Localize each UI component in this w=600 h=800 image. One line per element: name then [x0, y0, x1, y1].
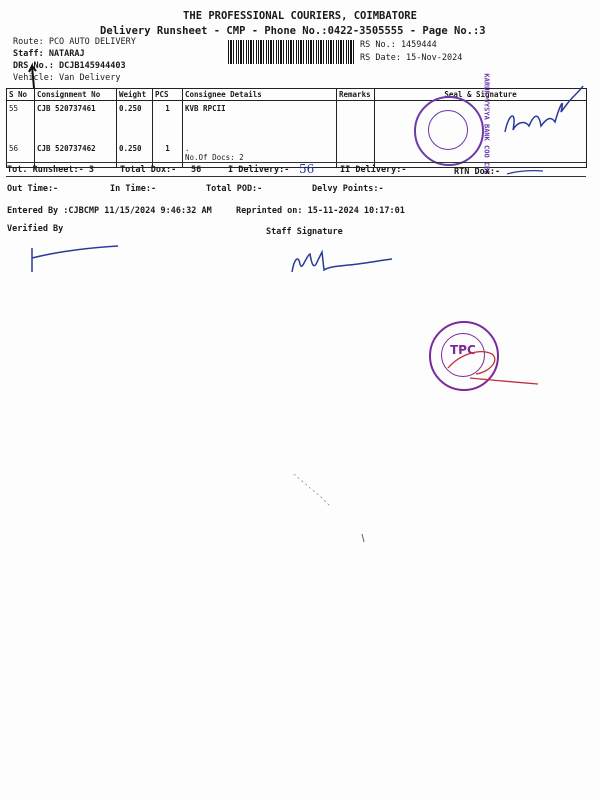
out-time-label: Out Time:- — [7, 184, 59, 194]
cell-pcs: 1 — [153, 141, 183, 168]
cell-consignment: CJB 520737462 — [35, 141, 117, 168]
consignee-text: . — [185, 144, 190, 153]
cell-weight: 0.250 — [117, 101, 153, 142]
verified-by-label: Verified By — [7, 224, 64, 234]
in-time-label: In Time:- — [110, 184, 157, 194]
runsheet-title: Delivery Runsheet - CMP - Phone No.:0422-3505555 - Page No.:3 — [100, 25, 486, 37]
route-line: Route: PCO AUTO DELIVERY — [13, 37, 136, 47]
column-header: Consignment No — [35, 89, 117, 101]
total-pod-label: Total POD:- — [206, 184, 263, 194]
table-row — [7, 141, 587, 168]
cell-remarks — [337, 141, 375, 168]
tpc-scribble — [440, 332, 540, 386]
column-header: Seal & Signature — [375, 89, 587, 101]
reprinted-on: Reprinted on: 15-11-2024 10:17:01 — [236, 206, 405, 216]
barcode — [228, 40, 354, 64]
cell-consignee: KVB RPCII — [183, 101, 337, 142]
total-dox-value: 56 — [191, 165, 202, 175]
verifier-signature — [26, 242, 122, 276]
staff-signature-label: Staff Signature — [266, 227, 343, 237]
column-header: PCS — [153, 89, 183, 101]
tpc-stamp-text: TPC — [450, 343, 476, 357]
vehicle-line: Vehicle: Van Delivery — [13, 73, 121, 83]
cell-sno: 55 — [7, 101, 35, 142]
bank-stamp-text: KARUR VYSYA BANK COO CBE — [482, 73, 491, 175]
total-dox-label: Total Dox:- — [120, 165, 177, 175]
staff-line: Staff: NATARAJ — [13, 49, 85, 59]
ii-delivery-label: II Delivery:- — [340, 165, 407, 175]
column-header: Remarks — [337, 89, 375, 101]
tot-runsheet: Tot. Runsheet:- 3 — [7, 165, 94, 175]
company-name: THE PROFESSIONAL COURIERS, COIMBATORE — [183, 10, 417, 22]
scan-marks — [290, 470, 370, 550]
cell-weight: 0.250 — [117, 141, 153, 168]
rs-number: RS No.: 1459444 — [360, 40, 437, 50]
staff-signature — [288, 246, 394, 278]
cell-pcs: 1 — [153, 101, 183, 142]
drs-number: DRS No.: DCJB145944403 — [13, 61, 126, 71]
column-header: S No — [7, 89, 35, 101]
delvy-points-label: Delvy Points:- — [312, 184, 384, 194]
pen-mark — [26, 60, 42, 90]
i-delivery-handwritten: 56 — [299, 162, 315, 176]
column-header: Consignee Details — [183, 89, 337, 101]
cell-sno: 56 — [7, 141, 35, 168]
cell-consignment: CJB 520737461 — [35, 101, 117, 142]
divider — [6, 176, 586, 177]
rs-date: RS Date: 15-Nov-2024 — [360, 53, 463, 63]
i-delivery-label: I Delivery:- — [228, 165, 290, 175]
docs-count: No.Of Docs: 2 — [185, 153, 244, 162]
cell-remarks — [337, 101, 375, 142]
divider — [6, 162, 586, 163]
consignee-signature — [495, 82, 585, 144]
entered-by: Entered By :CJBCMP 11/15/2024 9:46:32 AM — [7, 206, 212, 216]
rtn-dox-label: RTN Dox:- — [454, 167, 501, 177]
column-header: Weight — [117, 89, 153, 101]
